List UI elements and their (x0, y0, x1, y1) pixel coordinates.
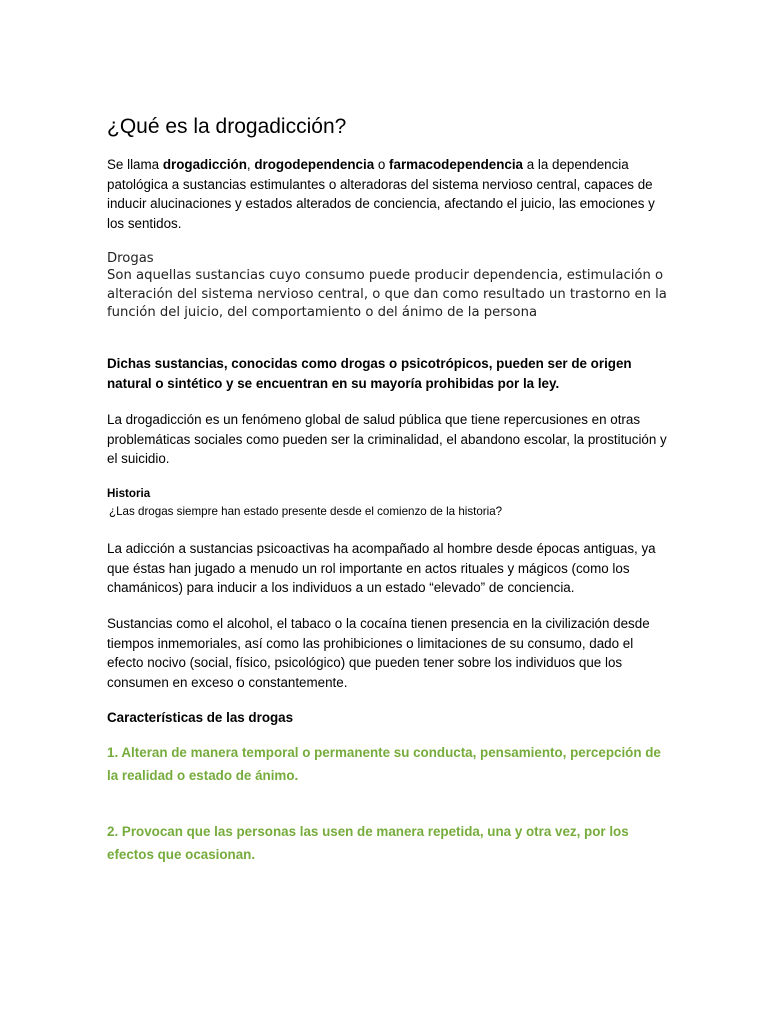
intro-paragraph (107, 155, 667, 233)
fenomeno-paragraph: La drogadicción es un fenómeno global de salud pública que tiene repercusiones en otras problemáticas sociales como pueden ser la criminalidad, el abandono escolar, la prostitución y el suicidio. (107, 412, 667, 466)
intro-text-2: , (246, 157, 255, 172)
drogas-definition: Son aquellas sustancias cuyo consumo puede producir dependencia, estimulación o alteración del sistema nervioso central, o que dan como resultado un trastorno en la función del juicio, del comportamiento o del ánimo de la persona (107, 268, 667, 320)
sustancias-paragraph: Dichas sustancias, conocidas como drogas o psicotrópicos, pueden ser de origen natural o sintético y se encuentran en su mayoría prohibidas por la ley. (107, 356, 632, 391)
page-title: ¿Qué es la drogadicción? (107, 115, 347, 138)
intro-text-1: Se llama (107, 157, 163, 172)
term-drogodependencia: drogodependencia (254, 157, 375, 172)
adiccion-paragraph: La adicción a sustancias psicoactivas ha acompañado al hombre desde épocas antiguas, ya que éstas han jugado a menudo un rol importante en actos rituales y mágicos (como los chamánicos) para inducir a los individuos a un estado “elevado” de conciencia. (107, 541, 656, 595)
intro-text-3: o (374, 157, 390, 172)
caracteristicas-heading: Características de las drogas (107, 710, 294, 725)
term-farmacodependencia: farmacodependencia (389, 157, 523, 172)
alcohol-paragraph: Sustancias como el alcohol, el tabaco o la cocaína tienen presencia en la civilización desde tiempos inmemoriales, así como las prohibiciones o limitaciones de su consumo, dado el efecto nocivo (social, físico, psicológico) que pueden tener sobre los individuos que los consumen en exceso o constantemente. (107, 616, 650, 690)
intro-text-4: a la dependencia patológica a sustancias estimulantes o alteradoras del sistema nervioso central, capaces de inducir alucinaciones y estados alterados de conciencia, afectando el juicio, las emociones y los sentidos. (107, 157, 655, 231)
historia-heading: Historia (107, 487, 151, 500)
historia-question: ¿Las drogas siempre han estado presente desde el comienzo de la historia? (109, 505, 503, 518)
term-drogadiccion: drogadicción (162, 157, 247, 172)
drogas-heading: Drogas (107, 251, 154, 266)
caracteristica-item-1: 1. Alteran de manera temporal o permanente su conducta, pensamiento, percepción de la realidad o estado de ánimo. (107, 745, 661, 783)
caracteristica-item-2: 2. Provocan que las personas las usen de manera repetida, una y otra vez, por los efectos que ocasionan. (107, 824, 629, 862)
